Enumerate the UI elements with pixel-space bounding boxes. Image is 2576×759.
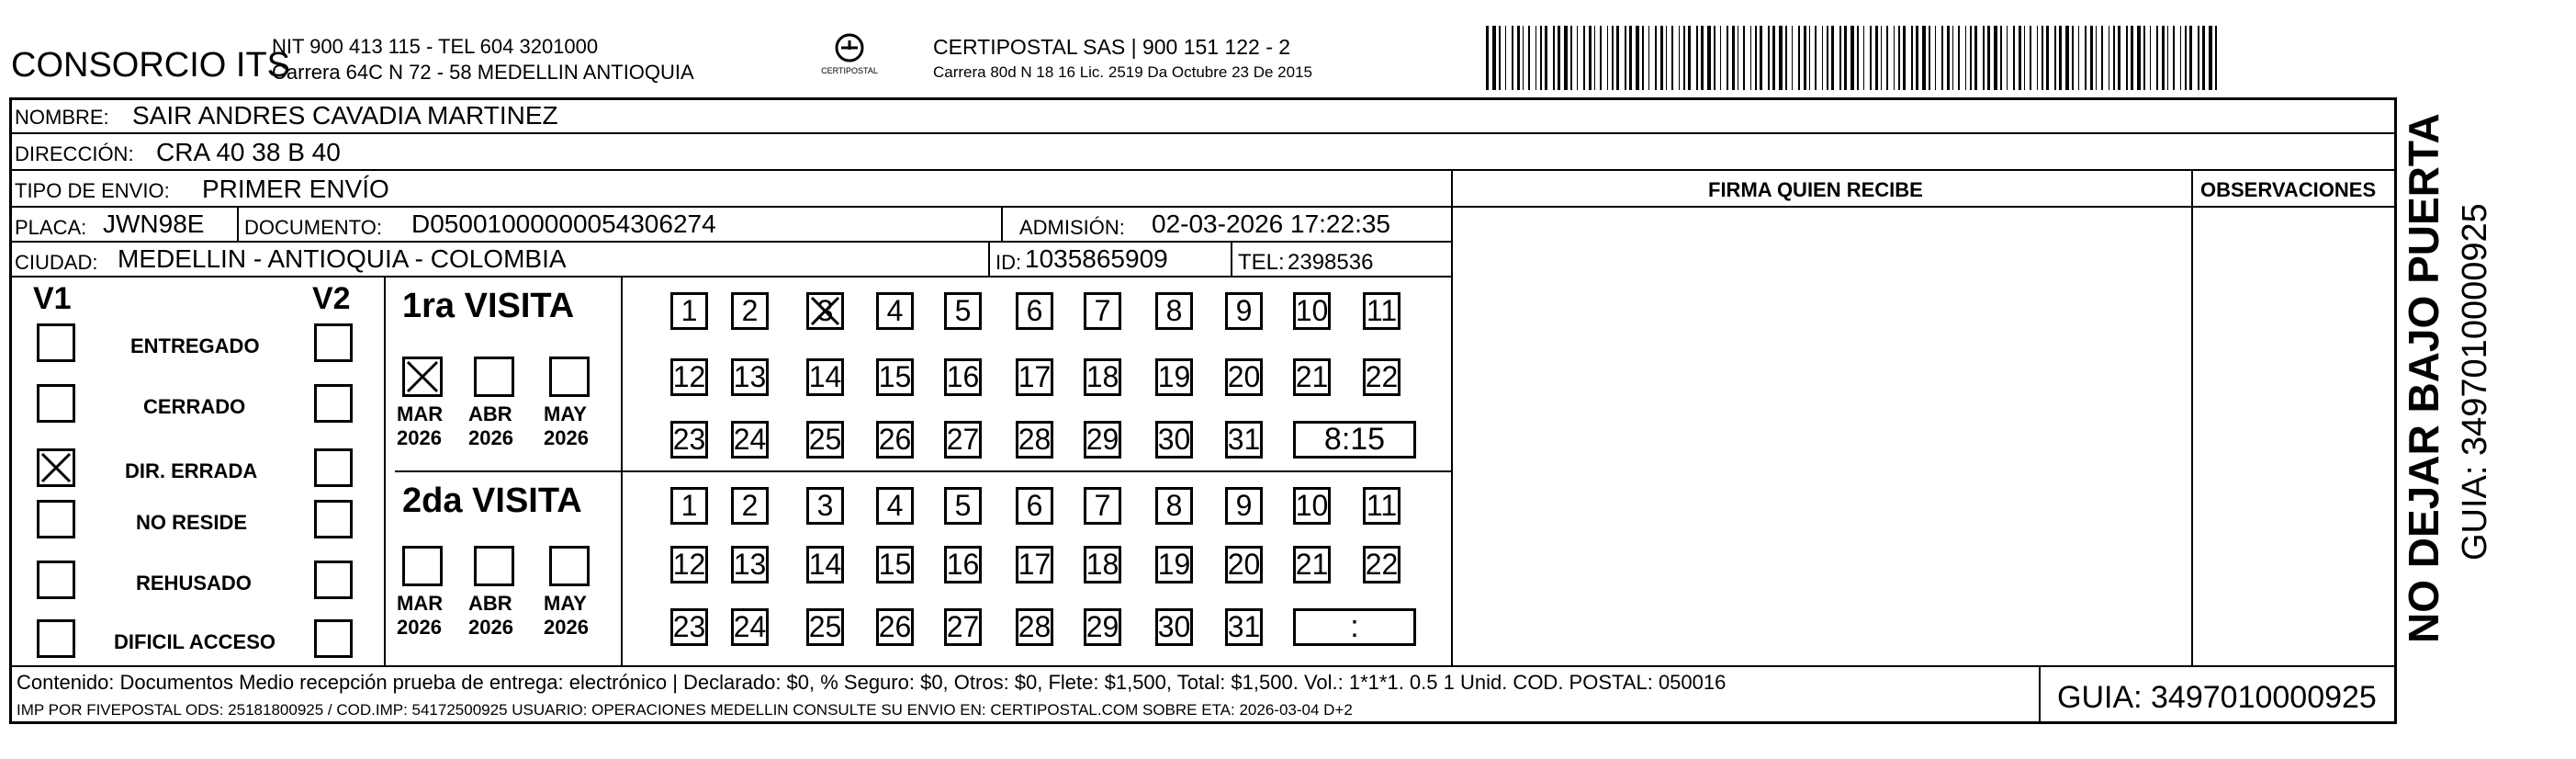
- direccion-label: DIRECCIÓN:: [15, 142, 134, 165]
- second-visit-day-8[interactable]: 8: [1155, 487, 1193, 525]
- first-visit-month-label-2: MAY: [544, 402, 587, 425]
- second-visit-month-label-2: MAY: [544, 592, 587, 615]
- tipo-envio-label: TIPO DE ENVIO:: [15, 179, 170, 202]
- second-visit-day-25[interactable]: 25: [806, 608, 844, 646]
- placa-label: PLACA:: [15, 216, 87, 239]
- second-visit-day-22[interactable]: 22: [1363, 546, 1400, 583]
- status-label-0: ENTREGADO: [130, 334, 260, 357]
- company-name: CONSORCIO ITS: [11, 46, 291, 85]
- documento-value: D05001000000054306274: [411, 210, 716, 238]
- status-label-3: NO RESIDE: [136, 511, 248, 534]
- first-visit-day-19[interactable]: 19: [1155, 358, 1193, 396]
- first-visit-month-label-1: ABR: [468, 402, 512, 425]
- second-visit-day-21[interactable]: 21: [1293, 546, 1331, 583]
- second-visit-day-23[interactable]: 23: [670, 608, 708, 646]
- first-visit-day-8[interactable]: 8: [1155, 292, 1193, 330]
- status-v1-checkbox-4[interactable]: [37, 561, 75, 599]
- firma-label: FIRMA QUIEN RECIBE: [1708, 178, 1923, 201]
- first-visit-month-checkbox-2[interactable]: [549, 357, 590, 397]
- first-visit-day-16[interactable]: 16: [944, 358, 982, 396]
- footer-contenido: Contenido: Documentos Medio recepción prueba de entrega: electrónico | Declarado: $0, % Seguro: $0, Otros: $0, Flete: $1,500, Total: $1,500. Vol.: 1*1*1. 0.5 1 Unid. COD. POSTAL: 050016: [17, 671, 1727, 694]
- second-visit-month-year-1: 2026: [468, 616, 513, 639]
- tel-value: 2398536: [1288, 250, 1374, 275]
- side-warning: NO DEJAR BAJO PUERTA: [2400, 113, 2447, 643]
- second-visit-day-15[interactable]: 15: [876, 546, 914, 583]
- first-visit-day-11[interactable]: 11: [1363, 292, 1400, 330]
- status-v2-checkbox-1[interactable]: [314, 384, 353, 423]
- status-v2-checkbox-4[interactable]: [314, 561, 353, 599]
- first-visit-day-25[interactable]: 25: [806, 421, 844, 459]
- status-label-5: DIFICIL ACCESO: [114, 630, 276, 653]
- second-visit-day-19[interactable]: 19: [1155, 546, 1193, 583]
- id-value: 1035865909: [1025, 244, 1168, 273]
- status-v1-checkbox-0[interactable]: [37, 323, 75, 362]
- first-visit-day-30[interactable]: 30: [1155, 421, 1193, 459]
- first-visit-day-26[interactable]: 26: [876, 421, 914, 459]
- status-v2-checkbox-3[interactable]: [314, 500, 353, 538]
- first-visit-day-22[interactable]: 22: [1363, 358, 1400, 396]
- first-visit-day-9[interactable]: 9: [1225, 292, 1263, 330]
- placa-value: JWN98E: [103, 210, 205, 238]
- first-visit-day-3[interactable]: 3: [806, 292, 844, 330]
- second-visit-day-2[interactable]: 2: [731, 487, 769, 525]
- status-v1-checkbox-3[interactable]: [37, 500, 75, 538]
- first-visit-day-14[interactable]: 14: [806, 358, 844, 396]
- status-label-1: CERRADO: [143, 395, 246, 418]
- second-visit-month-checkbox-0[interactable]: [402, 546, 443, 586]
- admision-label: ADMISIÓN:: [1019, 216, 1125, 239]
- v2-label: V2: [312, 281, 351, 316]
- second-visit-month-year-2: 2026: [544, 616, 589, 639]
- first-visit-day-6[interactable]: 6: [1016, 292, 1053, 330]
- first-visit-day-7[interactable]: 7: [1084, 292, 1121, 330]
- first-visit-title: 1ra VISITA: [402, 287, 575, 325]
- first-visit-day-1[interactable]: 1: [670, 292, 708, 330]
- v1-label: V1: [33, 281, 72, 316]
- second-visit-day-5[interactable]: 5: [944, 487, 982, 525]
- first-visit-day-28[interactable]: 28: [1016, 421, 1053, 459]
- second-visit-day-14[interactable]: 14: [806, 546, 844, 583]
- second-visit-day-29[interactable]: 29: [1084, 608, 1121, 646]
- first-visit-day-15[interactable]: 15: [876, 358, 914, 396]
- tipo-envio-value: PRIMER ENVÍO: [202, 175, 389, 203]
- second-visit-time-box[interactable]: :: [1293, 608, 1416, 646]
- first-visit-month-label-0: MAR: [397, 402, 444, 425]
- status-v2-checkbox-5[interactable]: [314, 619, 353, 658]
- second-visit-day-20[interactable]: 20: [1225, 546, 1263, 583]
- first-visit-day-2[interactable]: 2: [731, 292, 769, 330]
- first-visit-day-check-mark: [806, 292, 844, 330]
- first-visit-day-20[interactable]: 20: [1225, 358, 1263, 396]
- second-visit-day-11[interactable]: 11: [1363, 487, 1400, 525]
- second-visit-day-24[interactable]: 24: [731, 608, 769, 646]
- second-visit-day-31[interactable]: 31: [1225, 608, 1263, 646]
- second-visit-day-4[interactable]: 4: [876, 487, 914, 525]
- nombre-value: SAIR ANDRES CAVADIA MARTINEZ: [132, 101, 558, 130]
- footer-imp: IMP POR FIVEPOSTAL ODS: 25181800925 / COD.IMP: 54172500925 USUARIO: OPERACIONES MEDELLIN CONSULTE SU ENVIO EN: CERTIPOSTAL.COM SOBRE ETA: 2026-03-04 D+2: [17, 701, 1353, 719]
- first-visit-day-5[interactable]: 5: [944, 292, 982, 330]
- status-v1-check-mark: [37, 448, 75, 487]
- first-visit-day-10[interactable]: 10: [1293, 292, 1331, 330]
- observaciones-label: OBSERVACIONES: [2200, 178, 2377, 201]
- first-visit-day-13[interactable]: 13: [731, 358, 769, 396]
- ciudad-label: CIUDAD:: [15, 251, 98, 274]
- company-nit: NIT 900 413 115 - TEL 604 3201000: [272, 35, 599, 58]
- status-v2-checkbox-0[interactable]: [314, 323, 353, 362]
- first-visit-day-27[interactable]: 27: [944, 421, 982, 459]
- second-visit-day-26[interactable]: 26: [876, 608, 914, 646]
- id-label: ID:: [996, 251, 1022, 274]
- status-label-2: DIR. ERRADA: [125, 459, 258, 482]
- first-visit-day-21[interactable]: 21: [1293, 358, 1331, 396]
- second-visit-month-year-0: 2026: [397, 616, 442, 639]
- first-visit-day-29[interactable]: 29: [1084, 421, 1121, 459]
- side-guia: GUIA: 3497010000925: [2456, 203, 2494, 561]
- status-v1-checkbox-1[interactable]: [37, 384, 75, 423]
- ciudad-value: MEDELLIN - ANTIOQUIA - COLOMBIA: [118, 244, 567, 273]
- certipostal-logo: [808, 31, 891, 83]
- first-visit-month-check-mark: [402, 357, 443, 397]
- first-visit-month-checkbox-1[interactable]: [474, 357, 514, 397]
- company-address: Carrera 64C N 72 - 58 MEDELLIN ANTIOQUIA: [272, 61, 694, 84]
- second-visit-month-label-0: MAR: [397, 592, 444, 615]
- second-visit-day-16[interactable]: 16: [944, 546, 982, 583]
- second-visit-day-10[interactable]: 10: [1293, 487, 1331, 525]
- certi-line1: CERTIPOSTAL SAS | 900 151 122 - 2: [933, 35, 1291, 59]
- second-visit-month-checkbox-2[interactable]: [549, 546, 590, 586]
- second-visit-day-3[interactable]: 3: [806, 487, 844, 525]
- footer-guia: GUIA: 3497010000925: [2057, 680, 2377, 715]
- second-visit-day-28[interactable]: 28: [1016, 608, 1053, 646]
- second-visit-day-27[interactable]: 27: [944, 608, 982, 646]
- second-visit-day-9[interactable]: 9: [1225, 487, 1263, 525]
- first-visit-day-31[interactable]: 31: [1225, 421, 1263, 459]
- first-visit-month-year-1: 2026: [468, 426, 513, 449]
- status-v2-checkbox-2[interactable]: [314, 448, 353, 487]
- first-visit-day-24[interactable]: 24: [731, 421, 769, 459]
- second-visit-day-1[interactable]: 1: [670, 487, 708, 525]
- second-visit-month-label-1: ABR: [468, 592, 512, 615]
- second-visit-day-12[interactable]: 12: [670, 546, 708, 583]
- logo-text: CERTIPOSTAL: [821, 66, 878, 75]
- first-visit-day-12[interactable]: 12: [670, 358, 708, 396]
- direccion-value: CRA 40 38 B 40: [156, 138, 341, 166]
- second-visit-day-30[interactable]: 30: [1155, 608, 1193, 646]
- first-visit-month-year-0: 2026: [397, 426, 442, 449]
- first-visit-day-23[interactable]: 23: [670, 421, 708, 459]
- second-visit-day-7[interactable]: 7: [1084, 487, 1121, 525]
- second-visit-month-checkbox-1[interactable]: [474, 546, 514, 586]
- first-visit-day-4[interactable]: 4: [876, 292, 914, 330]
- first-visit-time-box[interactable]: 8:15: [1293, 421, 1416, 459]
- admision-value: 02-03-2026 17:22:35: [1152, 210, 1390, 238]
- second-visit-day-6[interactable]: 6: [1016, 487, 1053, 525]
- nombre-label: NOMBRE:: [15, 106, 109, 129]
- first-visit-month-year-2: 2026: [544, 426, 589, 449]
- first-visit-day-17[interactable]: 17: [1016, 358, 1053, 396]
- status-v1-checkbox-5[interactable]: [37, 619, 75, 658]
- second-visit-title: 2da VISITA: [402, 481, 582, 520]
- status-label-4: REHUSADO: [136, 572, 252, 595]
- second-visit-day-13[interactable]: 13: [731, 546, 769, 583]
- documento-label: DOCUMENTO:: [244, 216, 382, 239]
- second-visit-day-18[interactable]: 18: [1084, 546, 1121, 583]
- certi-line2: Carrera 80d N 18 16 Lic. 2519 Da Octubre 23 De 2015: [933, 63, 1312, 81]
- first-visit-day-18[interactable]: 18: [1084, 358, 1121, 396]
- tel-label: TEL:: [1238, 250, 1285, 275]
- second-visit-day-17[interactable]: 17: [1016, 546, 1053, 583]
- barcode: [1486, 26, 2224, 90]
